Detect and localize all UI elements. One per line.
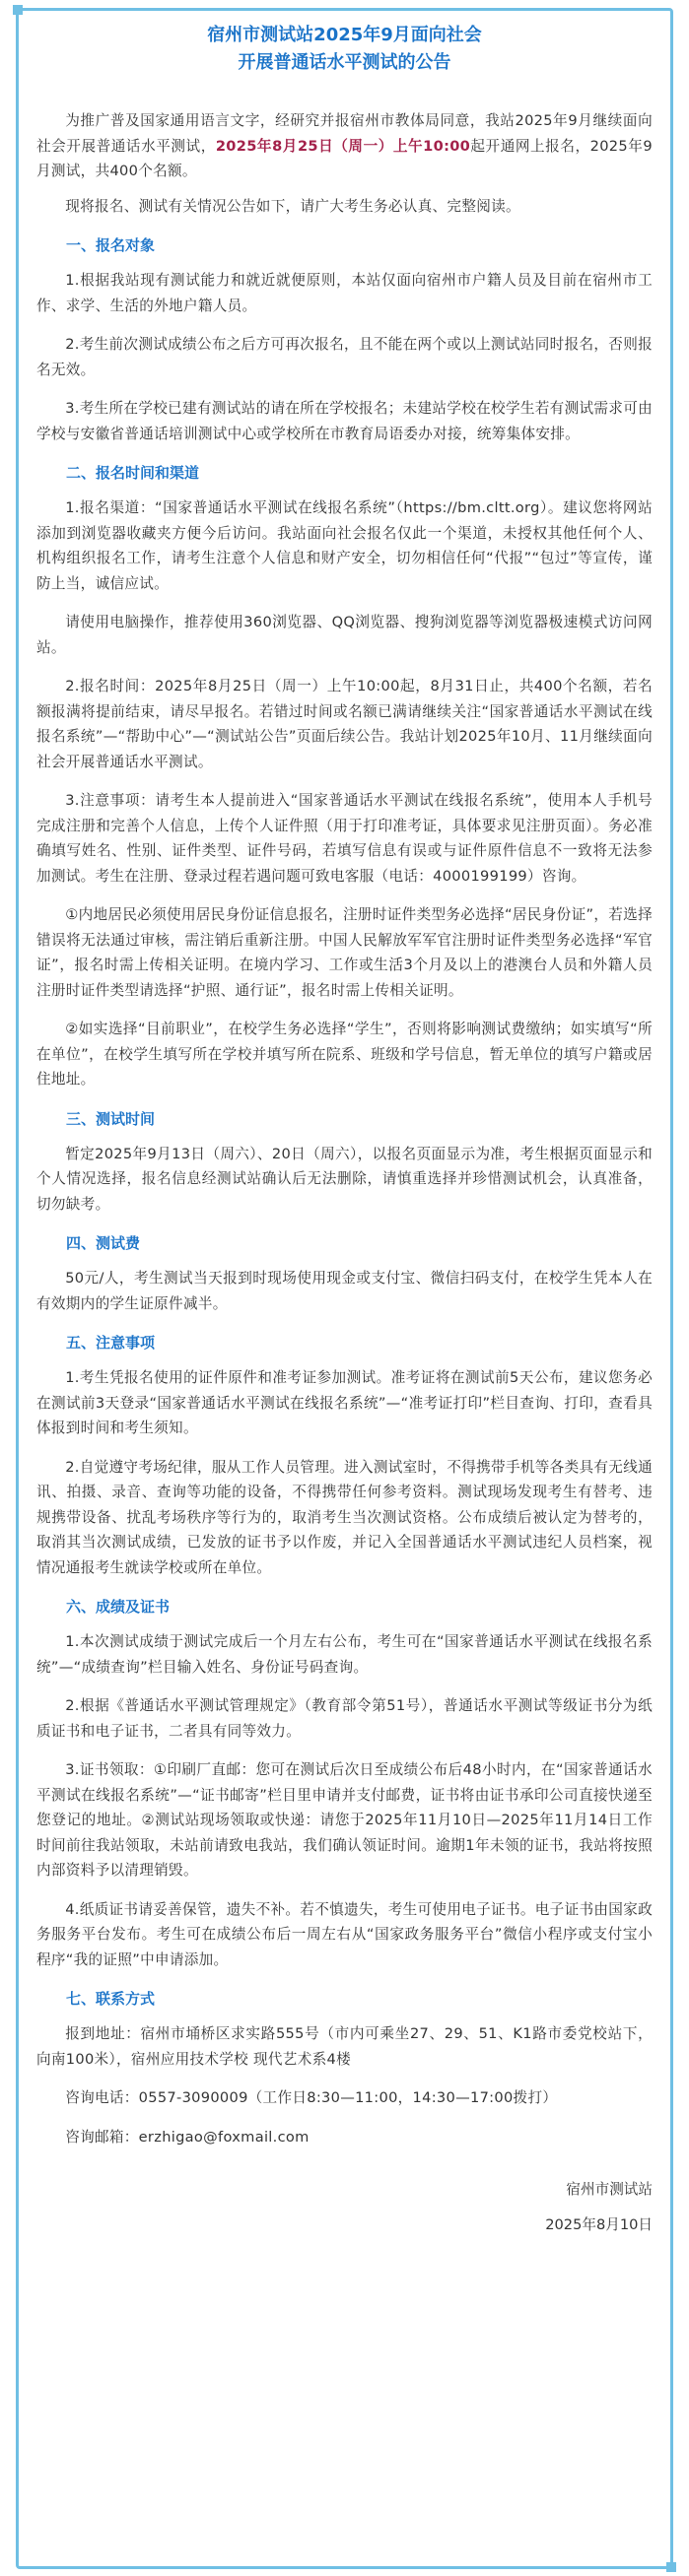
section-paragraph: 3.证书领取：①印刷厂直邮：您可在测试后次日至成绩公布后48小时内，在“国家普通话水平测试在线报名系统”—“证书邮寄”栏目里申请并支付邮费，证书将由证书承印公司直接快递至您登记的地址。②测试站现场领取或快递：请您于2025年11月10日—2025年11月14日工作时间前往我站领取，未站前请致电我站，我们确认领证时间。逾期1年未领的证书，我站将按照内部资料予以清理销毁。 [36, 1761, 653, 1879]
intro-paragraph [36, 108, 653, 184]
sections-container [36, 219, 653, 2149]
section-paragraph: 1.报名渠道：“国家普通话水平测试在线报名系统”（https://bm.cltt.org）。建议您将网站添加到浏览器收藏夹方便今后访问。我站面向社会报名仅此一个渠道，未授权其他任何个人、机构组织报名工作，请考生注意个人信息和财产安全，切勿相信任何“代报”“包过”等宣传，谨防上当，诚信应试。 [36, 499, 653, 592]
footer-org: 宿州市测试站 [566, 2181, 653, 2198]
section-paragraph: 2.考生前次测试成绩公布之后方可再次报名，且不能在两个或以上测试站同时报名，否则报名无效。 [36, 336, 653, 378]
section-heading: 一、报名对象 [66, 236, 156, 254]
section-paragraph: 2.自觉遵守考场纪律，服从工作人员管理。进入测试室时，不得携带手机等各类具有无线通讯、拍摄、录音、查询等功能的设备，不得携带任何参考资料。测试现场发现考生有替考、违规携带设备、扰乱考场秩序等行为的，取消考生当次测试资格。公布成绩后被认定为替考的，取消其当次测试成绩，已发放的证书予以作废，并记入全国普通话水平测试违纪人员档案，视情况通报考生就读学校或所在单位。 [36, 1458, 653, 1576]
section-paragraph: ①内地居民必须使用居民身份证信息报名，注册时证件类型务必选择“居民身份证”，若选择错误将无法通过审核，需注销后重新注册。中国人民解放军军官注册时证件类型务必选择“军官证”，报名时需上传相关证明。在境内学习、工作或生活3个月及以上的港澳台人员和外籍人员注册时证件类型请选择“护照、通行证”，报名时需上传相关证明。 [36, 906, 653, 999]
registration-start-highlight: 2025年8月25日（周一）上午10:00 [215, 137, 471, 155]
section-paragraph: 1.考生凭报名使用的证件原件和准考证参加测试。准考证将在测试前5天公布，建议您务必在测试前3天登录“国家普通话水平测试在线报名系统”—“准考证打印”栏目查询、打印，查看具体报到时间和考生须知。 [36, 1369, 653, 1436]
section-heading: 六、成绩及证书 [66, 1598, 171, 1616]
section-heading: 五、注意事项 [66, 1334, 156, 1352]
intro-notice: 现将报名、测试有关情况公告如下，请广大考生务必认真、完整阅读。 [65, 197, 520, 215]
title-line-1: 宿州市测试站2025年9月面向社会 [207, 25, 482, 45]
section-paragraph: 3.注意事项：请考生本人提前进入“国家普通话水平测试在线报名系统”，使用本人手机号完成注册和完善个人信息，上传个人证件照（用于打印准考证，具体要求见注册页面）。务必准确填写姓名、性别、证件类型、证件号码，若填写信息有误或与证件原件信息不一致将无法参加测试。考生在注册、登录过程若遇问题可致电客服（电话：4000199199）咨询。 [36, 792, 653, 885]
section-paragraph: 暂定2025年9月13日（周六）、20日（周六），以报名页面显示为准，考生根据页面显示和个人情况选择，报名信息经测试站确认后无法删除，请慎重选择并珍惜测试机会，认真准备，切勿缺考。 [36, 1145, 653, 1213]
section-heading: 二、报名时间和渠道 [66, 464, 200, 482]
announcement-body [36, 22, 653, 2238]
section-paragraph: 50元/人，考生测试当天报到时现场使用现金或支付宝、微信扫码支付，在校学生凭本人在有效期内的学生证原件减半。 [36, 1270, 653, 1312]
section-paragraph: 1.本次测试成绩于测试完成后一个月左右公布，考生可在“国家普通话水平测试在线报名系统”—“成绩查询”栏目输入姓名、身份证号码查询。 [36, 1633, 653, 1676]
section-paragraph: 咨询邮箱：erzhigao@foxmail.com [65, 2128, 310, 2146]
section-heading: 七、联系方式 [66, 1990, 156, 2008]
section-paragraph: 1.根据我站现有测试能力和就近就便原则，本站仅面向宿州市户籍人员及目前在宿州市工作、求学、生活的外地户籍人员。 [36, 272, 653, 314]
section-paragraph: 4.纸质证书请妥善保管，遗失不补。若不慎遗失，考生可使用电子证书。电子证书由国家政务服务平台发布。考生可在成绩公布后一周左右从“国家政务服务平台”微信小程序或支付宝小程序“我的证照”中申请添加。 [36, 1900, 653, 1968]
section-heading: 四、测试费 [66, 1234, 141, 1252]
footer-date: 2025年8月10日 [545, 2216, 653, 2233]
intro-text-before: 为推广普及国家通用语言文字，经研究并报宿州市教体局同意，我站2025年9月继续面向社会开展普通话水平测试， [36, 112, 653, 155]
announcement-title [36, 22, 653, 77]
section-paragraph: 报到地址：宿州市埇桥区求实路555号（市内可乘坐27、29、51、K1路市委党校站下，向南100米），宿州应用技术学校 现代艺术系4楼 [36, 2025, 653, 2068]
section-paragraph: 3.考生所在学校已建有测试站的请在所在学校报名；未建站学校在校学生若有测试需求可由学校与安徽省普通话培训测试中心或学校所在市教育局语委办对接，统筹集体安排。 [36, 400, 653, 442]
section-paragraph: 2.报名时间：2025年8月25日（周一）上午10:00起，8月31日止，共400个名额，若名额报满将提前结束，请尽早报名。若错过时间或名额已满请继续关注“国家普通话水平测试在线报名系统”—“帮助中心”—“测试站公告”页面后续公告。我站计划2025年10月、11月继续面向社会开展普通话水平测试。 [36, 678, 653, 770]
section-paragraph: 咨询电话：0557-3090009（工作日8:30—11:00，14:30—17:00拨打） [65, 2089, 558, 2106]
section-heading: 三、测试时间 [66, 1109, 156, 1128]
section-paragraph: 2.根据《普通话水平测试管理规定》（教育部令第51号），普通话水平测试等级证书分为纸质证书和电子证书，二者具有同等效力。 [36, 1697, 653, 1740]
section-paragraph: ②如实选择“目前职业”，在校学生务必选择“学生”，否则将影响测试费缴纳；如实填写“所在单位”，在校学生填写所在学校并填写所在院系、班级和学号信息，暂无单位的填写户籍或居住地址。 [36, 1021, 653, 1088]
section-paragraph: 请使用电脑操作，推荐使用360浏览器、QQ浏览器、搜狗浏览器等浏览器极速模式访问网站。 [36, 614, 653, 656]
intro-text-after: 起开通网上报名，2025年9月测试，共400个名额。 [36, 137, 653, 179]
title-line-2: 开展普通话水平测试的公告 [238, 52, 451, 73]
